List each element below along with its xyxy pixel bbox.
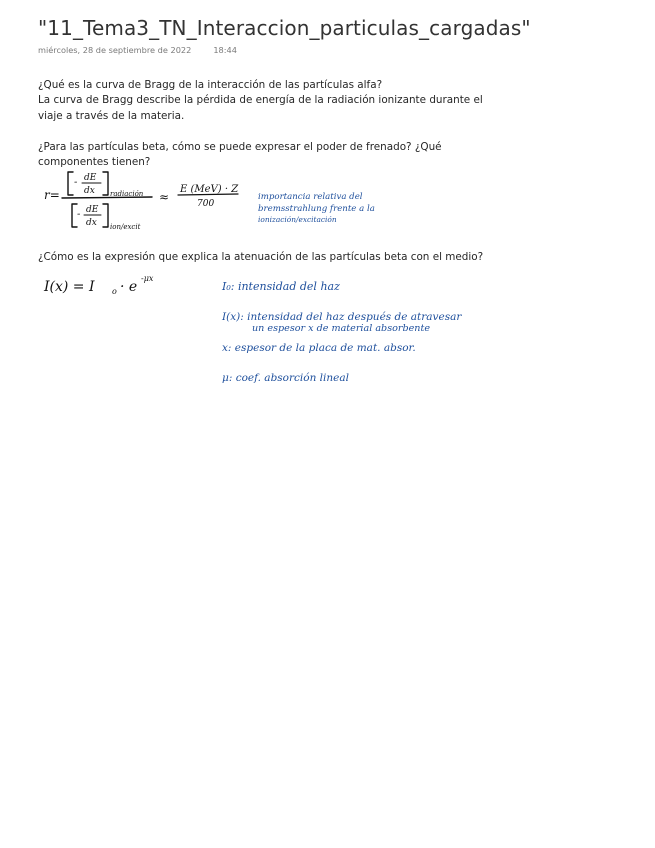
attenuation-formula xyxy=(43,274,154,296)
page-time: 18:44 xyxy=(213,45,237,55)
denominator-close-bracket xyxy=(103,204,108,227)
numerator-dx: dx xyxy=(84,186,95,196)
bragg-question: ¿Qué es la curva de Bragg de la interacción de las partículas alfa? xyxy=(38,79,383,91)
approx-symbol: ≈ xyxy=(159,190,170,204)
denominator-dx: dx xyxy=(86,218,97,228)
bragg-answer-line-1: La curva de Bragg describe la pérdida de energía de la radiación ionizante durante el xyxy=(38,94,483,107)
note-line-1: importancia relativa del xyxy=(258,192,363,202)
denominator-minus: - xyxy=(77,209,81,220)
note-line-3: ionización/excitación xyxy=(258,215,337,224)
bremsstrahlung-note xyxy=(258,192,375,224)
main-fraction-bar xyxy=(62,197,152,198)
page-title: "11_Tema3_TN_Interaccion_particulas_cargadas" xyxy=(38,16,531,40)
numerator-subscript: radiación xyxy=(110,190,144,198)
definition-mu: μ: coef. absorción lineal xyxy=(222,372,349,384)
rhs-denominator: 700 xyxy=(197,199,215,209)
numerator-open-bracket xyxy=(68,172,73,195)
attenuation-question: ¿Cómo es la expresión que explica la atenuación de las partículas beta con el medio? xyxy=(38,251,484,263)
formula-r-equals: r= xyxy=(44,188,60,202)
definition-ix-line-1: I(x): intensidad del haz después de atravesar xyxy=(222,311,462,323)
denominator-subscript: ion/excit xyxy=(110,223,141,231)
bragg-answer-line-2: viaje a través de la materia. xyxy=(38,109,185,122)
definition-ix-line-2: un espesor x de material absorbente xyxy=(252,323,431,334)
numerator-minus: - xyxy=(74,177,78,188)
denominator-dE: dE xyxy=(86,205,99,215)
attenuation-exponent: -μx xyxy=(141,274,154,283)
numerator-dE: dE xyxy=(84,173,97,183)
definition-x: x: espesor de la placa de mat. absor. xyxy=(222,342,416,354)
stopping-power-formula xyxy=(44,172,239,231)
attenuation-subscript-zero: o xyxy=(112,287,117,296)
rhs-numerator: E (MeV) · Z xyxy=(180,184,239,195)
numerator-close-bracket xyxy=(103,172,108,195)
note-line-2: bremsstrahlung frente a la xyxy=(258,204,375,214)
attenuation-exp-base: · e xyxy=(120,279,138,295)
definition-i0: I₀: intensidad del haz xyxy=(222,280,340,293)
attenuation-definitions xyxy=(221,280,462,384)
beta-question-line-1: ¿Para las partículas beta, cómo se puede expresar el poder de frenado? ¿Qué xyxy=(38,141,442,153)
page-date: miércoles, 28 de septiembre de 2022 xyxy=(38,45,192,55)
attenuation-lhs: I(x) = I xyxy=(44,279,95,295)
beta-question-line-2: componentes tienen? xyxy=(38,156,151,169)
